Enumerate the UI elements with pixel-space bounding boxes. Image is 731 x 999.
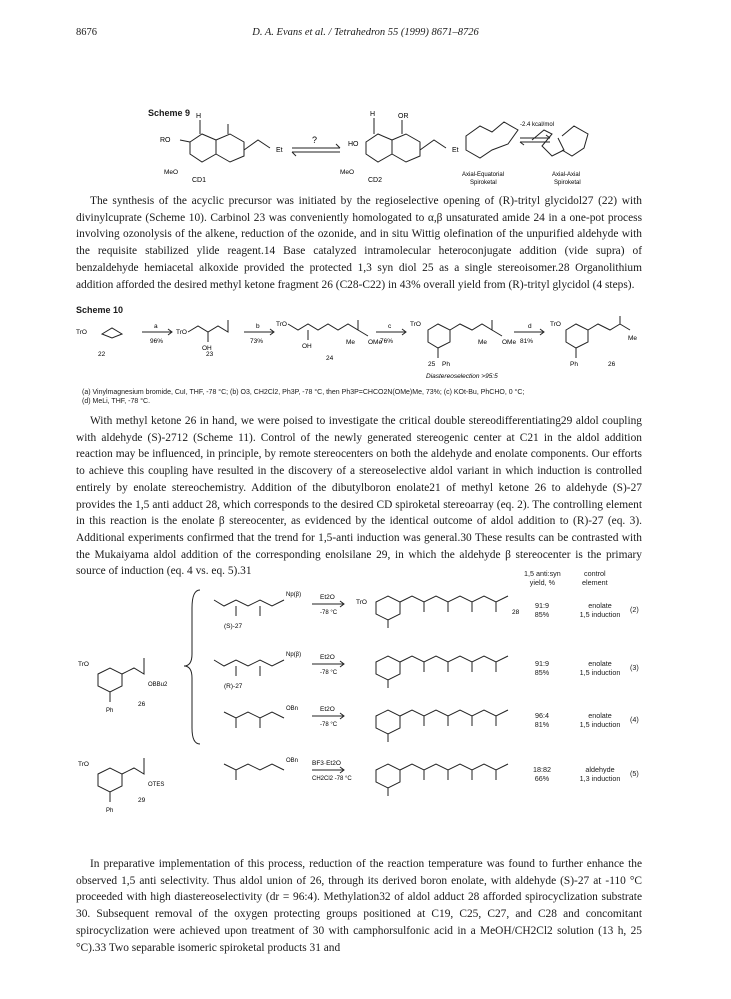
scheme10-label: Scheme 10 xyxy=(76,305,124,315)
row2-eq: (2) xyxy=(630,605,639,614)
row3-temp: -78 °C xyxy=(320,670,338,676)
scheme11-figure xyxy=(76,588,546,838)
row3-values: 91:9 85% xyxy=(534,659,550,677)
enolsilane-29-label: 29 xyxy=(138,797,146,804)
step-d-yield: 81% xyxy=(520,338,534,345)
svg-text:TrO: TrO xyxy=(356,599,367,606)
svg-text:H: H xyxy=(370,111,376,118)
row2-product: 28 xyxy=(512,609,520,616)
svg-text:Ph: Ph xyxy=(442,361,450,368)
scheme9-conf2-line1: Axial-Axial xyxy=(552,172,581,178)
scheme10-footnote-1: (a) Vinylmagnesium bromide, CuI, THF, -78 °C; (b) O3, CH2Cl2, Ph3P, -78 °C, then Ph3P=CHCO2N(OMe)Me, 73%; (c) KOt-Bu, PhCHO, 0 °C; xyxy=(82,389,525,396)
svg-text:Et: Et xyxy=(276,147,283,154)
step-c-yield: 76% xyxy=(380,338,394,345)
compound-23: 23 xyxy=(206,351,214,358)
row4-control: enolate 1,5 induction xyxy=(579,711,621,729)
compound-25: 25 xyxy=(428,361,436,368)
page-number: 8676 xyxy=(76,27,97,38)
svg-text:TrO: TrO xyxy=(176,329,187,336)
svg-text:TrO: TrO xyxy=(78,761,89,768)
row5-temp: CH2Cl2 -78 °C xyxy=(312,776,352,782)
svg-text:TrO: TrO xyxy=(410,321,421,328)
scheme9-arrow-label: ? xyxy=(312,135,318,145)
scheme9-conf1-line2: Spiroketal xyxy=(470,180,497,186)
step-c: c xyxy=(388,323,392,330)
row3-aldehyde: (R)-27 xyxy=(224,683,243,690)
row5-values: 18:82 66% xyxy=(533,765,551,783)
svg-text:MeO: MeO xyxy=(164,169,179,176)
svg-text:OBBu2: OBBu2 xyxy=(148,682,168,688)
paragraph-1: The synthesis of the acyclic precursor was initiated by the regioselective opening of (R)-trityl glycidol27 (22) with divinylcuprate (Scheme 10). Carbinol 23 was conveniently homologated to α,β unsaturated amide 24 in a one-pot process involving ozonolysis of the alkene, reduction of the ozonide, and in situ Wittig olefination of the unpurified aldehyde with the requisite stabilized ylide reagent.14 Base catalyzed intramolecular heteroconjugate addition (vide supra) of benzaldehyde hemiacetal alkoxide provided the protected 1,3 syn diol 25 as a single stereoisomer.28 Organolithium addition afforded the desired methyl ketone fragment 26 (C28-C22) in 43% overall yield from (R)-trityl glycidol (4 steps). xyxy=(76,195,642,291)
svg-text:HO: HO xyxy=(348,141,359,148)
row2-aldehyde: (S)-27 xyxy=(224,623,243,630)
svg-text:TrO: TrO xyxy=(76,329,87,336)
svg-text:OH: OH xyxy=(302,343,312,350)
compound-22: 22 xyxy=(98,351,106,358)
svg-text:Ph: Ph xyxy=(106,808,114,814)
svg-text:Ph: Ph xyxy=(106,708,114,714)
row2-values: 91:9 85% xyxy=(534,601,550,619)
compound-26: 26 xyxy=(608,361,616,368)
row5-reagent: BF3·Et2O xyxy=(312,760,341,767)
svg-text:RO: RO xyxy=(160,137,171,144)
svg-text:Me: Me xyxy=(628,335,638,342)
row2-reagent: Et2O xyxy=(320,594,335,601)
row5-eq: (5) xyxy=(630,769,639,778)
table-header-ratio: 1,5 anti:syn yield, % xyxy=(524,569,561,587)
svg-text:OMe: OMe xyxy=(368,339,383,346)
svg-text:OR: OR xyxy=(398,113,409,120)
row4-reagent: Et2O xyxy=(320,706,335,713)
paragraph-2: With methyl ketone 26 in hand, we were poised to investigate the critical double stereodifferentiating29 aldol coupling with aldehyde (S)-2712 (Scheme 11). Control of the newly generated stereogenic center at C21 in the aldol addition reaction may be influenced, in principle, by remote stereocenters on both the aldehyde and enolate components. Our efforts to achieve this coupling have resulted in the discovery of a stereoselective aldol variant in which induction is controlled entirely by enolate stereochemistry. Addition of the dibutylboron enolate21 of methyl ketone 26 to aldehyde (S)-27 provides the 1,5 anti adduct 28, which corresponds to the desired CD spiroketal stereoarray (eq. 2). The controlling element in this reaction is the enolate β stereocenter, as evidenced by the identical outcome of aldol addition to (R)-27 (eq. 3). Additional experiments confirmed that the trend for 1,5-anti induction was general.30 These results can be contrasted with the Mukaiyama aldol addition of the corresponding enolsilane 29, in which the aldehyde β stereocenter is the primary source of induction (eq. 4 vs. eq. 5).31 xyxy=(76,415,642,578)
row2-temp: -78 °C xyxy=(320,610,338,616)
table-header-control: control element xyxy=(582,569,608,587)
running-title: D. A. Evans et al. / Tetrahedron 55 (1999) 8671–8726 xyxy=(252,27,479,38)
scheme9-label: Scheme 9 xyxy=(148,108,191,118)
svg-text:OBn: OBn xyxy=(286,758,299,764)
paragraph-3: In preparative implementation of this process, reduction of the reaction temperature was found to further enhance the observed 1,5 anti selectivity. Thus aldol union of 26, through its derived boron enolate, with aldehyde (S)-27 at -110 °C proceeded with high diastereoselectivity (dr = 96:4). Methylation32 of aldol adduct 28 afforded spirocyclization substrate 30. Subsequent removal of the oxygen protecting groups positioned at C19, C25, C27, and C28 and concomitant spirocyclization were achieved upon treatment of 30 with camphorsulfonic acid in a MeOH/CH2Cl2 solution (13 h, 25 °C).33 Two separable isomeric spiroketal products 31 and xyxy=(76,858,642,954)
scheme9-conf2-line2: Spiroketal xyxy=(554,180,581,186)
scheme9-cd1: CD1 xyxy=(192,177,207,184)
row4-temp: -78 °C xyxy=(320,722,338,728)
svg-text:TrO: TrO xyxy=(276,321,287,328)
scheme9-conf1-line1: Axial-Equatorial xyxy=(462,172,505,178)
step-a: a xyxy=(154,323,158,330)
svg-text:OBn: OBn xyxy=(286,706,299,712)
row4-eq: (4) xyxy=(630,715,639,724)
row2-control: enolate 1,5 induction xyxy=(579,601,621,619)
diastereoselection: Diastereoselection >95:5 xyxy=(426,373,498,380)
step-d: d xyxy=(528,323,532,330)
svg-text:OMe: OMe xyxy=(502,339,517,346)
enolate-26-label: 26 xyxy=(138,701,146,708)
svg-text:Np(β): Np(β) xyxy=(286,652,302,658)
scheme9-figure xyxy=(140,110,600,192)
svg-text:OTES: OTES xyxy=(148,782,165,788)
svg-text:Me: Me xyxy=(346,339,356,346)
svg-text:MeO: MeO xyxy=(340,169,355,176)
scheme10-footnote-2: (d) MeLi, THF, -78 °C. xyxy=(82,398,151,405)
svg-text:Et: Et xyxy=(452,147,459,154)
svg-text:Ph: Ph xyxy=(570,361,578,368)
svg-text:OH: OH xyxy=(202,345,212,352)
scheme9-cd2: CD2 xyxy=(368,177,383,184)
row3-reagent: Et2O xyxy=(320,654,335,661)
svg-text:Np(β): Np(β) xyxy=(286,592,302,598)
step-b: b xyxy=(256,323,260,330)
row5-control: aldehyde 1,3 induction xyxy=(579,765,621,783)
svg-text:TrO: TrO xyxy=(550,321,561,328)
scheme9-energy: -2.4 kcal/mol xyxy=(520,122,555,128)
svg-text:H: H xyxy=(196,113,202,120)
svg-text:Me: Me xyxy=(478,339,488,346)
row4-values: 96:4 81% xyxy=(534,711,550,729)
step-b-yield: 73% xyxy=(250,338,264,345)
step-a-yield: 96% xyxy=(150,338,164,345)
svg-text:TrO: TrO xyxy=(78,661,89,668)
compound-24: 24 xyxy=(326,355,334,362)
row3-control: enolate 1,5 induction xyxy=(579,659,621,677)
scheme10-figure xyxy=(76,316,656,384)
row3-eq: (3) xyxy=(630,663,639,672)
